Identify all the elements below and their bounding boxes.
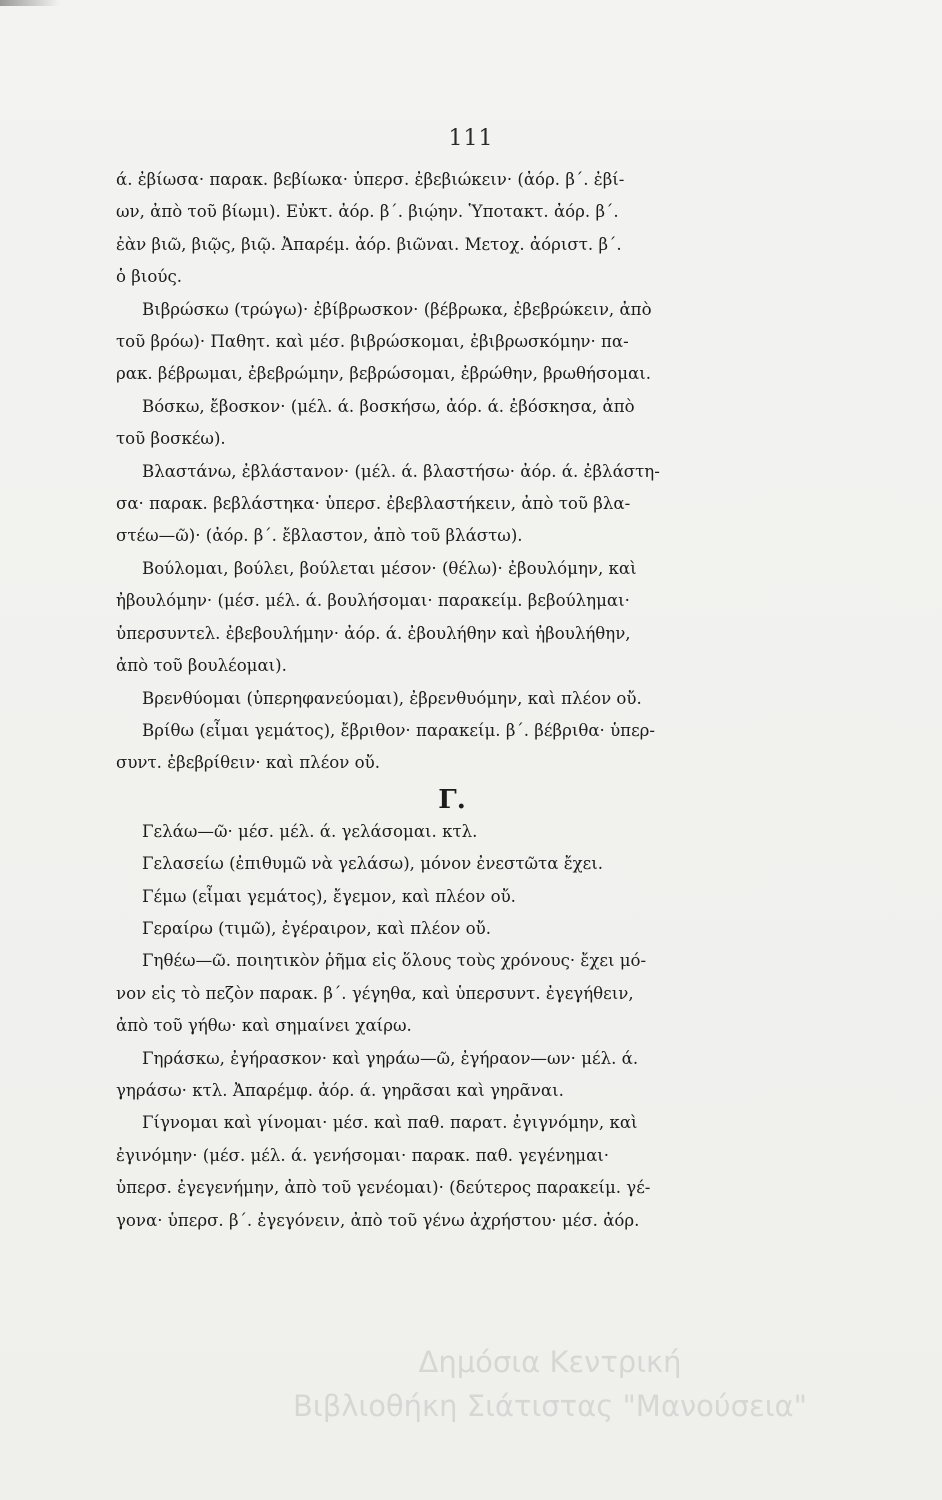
library-watermark bbox=[180, 1340, 920, 1428]
entry-line: συντ. ἐβεβρίθειν· καὶ πλέον οὔ. bbox=[116, 753, 380, 773]
watermark-line: Βιβλιοθήκη Σιάτιστας "Μανούσεια" bbox=[293, 1389, 807, 1423]
entry-line: σα· παρακ. βεβλάστηκα· ὑπερσ. ἐβεβλαστήκειν, ἀπὸ τοῦ βλα- bbox=[116, 494, 631, 514]
entry-line: ὑπερσυντελ. ἐβεβουλήμην· ἀόρ. ά. ἐβουλήθην καὶ ἠβουλήθην, bbox=[116, 623, 631, 643]
dictionary-entry bbox=[116, 715, 788, 780]
section-heading: Γ. bbox=[438, 784, 466, 815]
page-number: 111 bbox=[448, 126, 494, 151]
entry-line: Βούλομαι, βούλει, βούλεται μέσον· (θέλω)· ἐβουλόμην, καὶ bbox=[142, 558, 637, 578]
entry-line: Γέμω (εἶμαι γεμάτος), ἔγεμον, καὶ πλέον οὔ. bbox=[142, 886, 516, 906]
entry-line: νον εἰς τὸ πεζὸν παρακ. β΄. γέγηθα, καὶ ὑπερσυντ. ἐγεγήθειν, bbox=[116, 983, 634, 1003]
entry-line: Βιβρώσκω (τρώγω)· ἐβίβρωσκον· (βέβρωκα, ἐβεβρώκειν, ἀπὸ bbox=[142, 299, 652, 319]
watermark-line: Δημόσια Κεντρική bbox=[418, 1345, 682, 1379]
entry-line: Γελασείω (ἐπιθυμῶ νὰ γελάσω), μόνον ἐνεστῶτα ἔχει. bbox=[142, 854, 604, 874]
entry-line: ἐὰν βιῶ, βιῷς, βιῷ. Ἀπαρέμ. ἀόρ. βιῶναι. Μετοχ. ἀόριστ. β΄. bbox=[116, 234, 622, 254]
dictionary-entry bbox=[116, 881, 788, 913]
entry-line: ἀπὸ τοῦ γήθω· καὶ σημαίνει χαίρω. bbox=[116, 1016, 412, 1036]
entries-beta bbox=[116, 164, 788, 780]
entry-line: Βλαστάνω, ἐβλάστανον· (μέλ. ά. βλαστήσω· ἀόρ. ά. ἐβλάστη- bbox=[142, 461, 660, 481]
dictionary-entry bbox=[116, 1043, 788, 1108]
entry-line: Γεραίρω (τιμῶ), ἐγέραιρον, καὶ πλέον οὔ. bbox=[142, 918, 491, 938]
entry-line: Γίγνομαι καὶ γίνομαι· μέσ. καὶ παθ. παρατ. ἐγιγνόμην, καὶ bbox=[142, 1113, 638, 1133]
entry-line: στέω—ῶ)· (ἀόρ. β΄. ἔβλαστον, ἀπὸ τοῦ βλάστω). bbox=[116, 526, 523, 546]
dictionary-entry bbox=[116, 913, 788, 945]
dictionary-entry bbox=[116, 945, 788, 1042]
entry-line: ἠβουλόμην· (μέσ. μέλ. ά. βουλήσομαι· παρακείμ. βεβούλημαι· bbox=[116, 591, 630, 611]
entry-line: ων, ἀπὸ τοῦ βίωμι). Εὐκτ. ἀόρ. β΄. βιῴην. Ὑποτακτ. ἀόρ. β΄. bbox=[116, 202, 619, 222]
dictionary-entry bbox=[116, 294, 788, 391]
entry-line: Γελάω—ῶ· μέσ. μέλ. ά. γελάσομαι. κτλ. bbox=[142, 821, 478, 841]
body-text bbox=[116, 164, 788, 1237]
entry-line: Βόσκω, ἔβοσκον· (μέλ. ά. βοσκήσω, ἀόρ. ά. ἐβόσκησα, ἀπὸ bbox=[142, 396, 635, 416]
entry-line: τοῦ βρόω)· Παθητ. καὶ μέσ. βιβρώσκομαι, ἐβιβρωσκόμην· πα- bbox=[116, 332, 629, 352]
entry-line: ἀπὸ τοῦ βουλέομαι). bbox=[116, 656, 287, 676]
entry-line: Γηράσκω, ἐγήρασκον· καὶ γηράω—ῶ, ἐγήραον—ων· μέλ. ά. bbox=[142, 1048, 639, 1068]
entry-line: Βρίθω (εἶμαι γεμάτος), ἔβριθον· παρακείμ. β΄. βέβριθα· ὑπερ- bbox=[142, 720, 656, 740]
entry-line: Βρενθύομαι (ὑπερηφανεύομαι), ἐβρενθυόμην, καὶ πλέον οὔ. bbox=[142, 688, 642, 708]
entry-line: ρακ. βέβρωμαι, ἐβεβρώμην, βεβρώσομαι, ἐβρώθην, βρωθήσομαι. bbox=[116, 364, 652, 384]
dictionary-entry bbox=[116, 456, 788, 553]
entry-line: ἐγινόμην· (μέσ. μέλ. ά. γενήσομαι· παρακ. παθ. γεγένημαι· bbox=[116, 1145, 610, 1165]
entry-line: Γηθέω—ῶ. ποιητικὸν ῥῆμα εἰς ὅλους τοὺς χρόνους· ἔχει μό- bbox=[142, 951, 647, 971]
dictionary-entry bbox=[116, 816, 788, 848]
entry-line: ὁ βιούς. bbox=[116, 267, 183, 287]
dictionary-entry bbox=[116, 553, 788, 683]
dictionary-entry bbox=[116, 391, 788, 456]
entry-line: τοῦ βοσκέω). bbox=[116, 429, 226, 449]
entry-line: γονα· ὑπερσ. β΄. ἐγεγόνειν, ἀπὸ τοῦ γένω ἀχρήστου· μέσ. ἀόρ. bbox=[116, 1210, 640, 1230]
dictionary-entry bbox=[116, 164, 788, 294]
entry-line: ά. ἐβίωσα· παρακ. βεβίωκα· ὑπερσ. ἐβεβιώκειν· (ἀόρ. β΄. ἐβί- bbox=[116, 170, 625, 189]
entries-gamma bbox=[116, 816, 788, 1237]
entry-line: ὑπερσ. ἐγεγενήμην, ἀπὸ τοῦ γενέομαι)· (δεύτερος παρακείμ. γέ- bbox=[116, 1178, 651, 1198]
dictionary-entry bbox=[116, 1107, 788, 1237]
dictionary-entry bbox=[116, 848, 788, 880]
dictionary-entry bbox=[116, 683, 788, 715]
scan-edge-mark bbox=[0, 0, 60, 6]
entry-line: γηράσω· κτλ. Ἀπαρέμφ. ἀόρ. ά. γηρᾶσαι καὶ γηρᾶναι. bbox=[116, 1080, 564, 1100]
